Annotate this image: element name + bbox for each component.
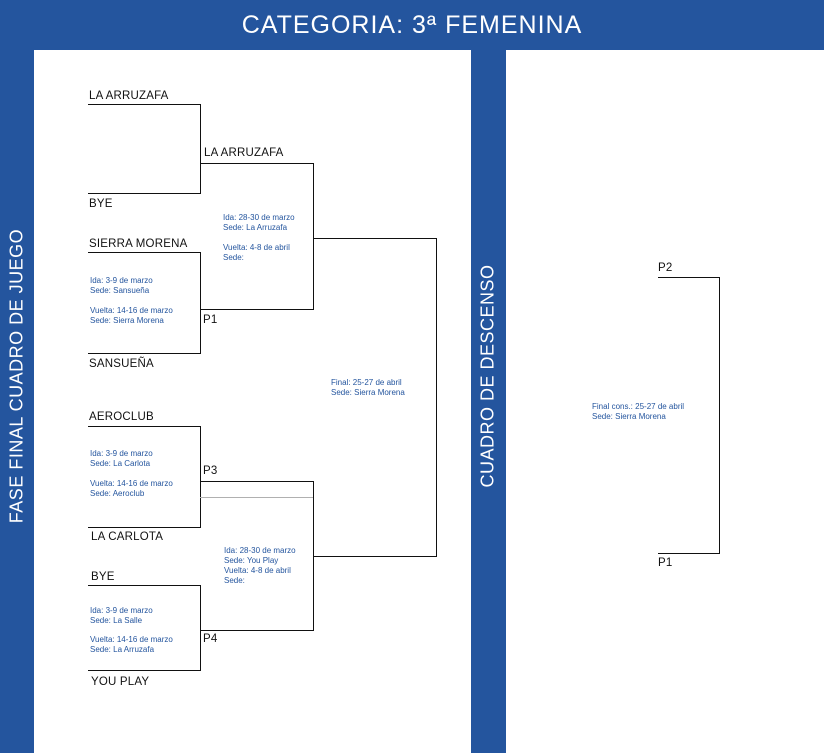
- match-date: Ida: 3-9 de marzo: [90, 449, 153, 458]
- match-venue: Sede: La Arruzafa: [223, 223, 288, 232]
- team-label: YOU PLAY: [91, 676, 150, 688]
- match-venue: Sede: La Carlota: [90, 459, 151, 468]
- match-info: [90, 606, 173, 655]
- match-date: Final cons.: 25-27 de abril: [592, 402, 685, 411]
- bracket-line: [88, 585, 201, 586]
- match-date: Vuelta: 4-8 de abril: [223, 243, 290, 252]
- bracket-line: [88, 252, 201, 253]
- team-label: P1: [658, 557, 673, 569]
- bracket-line: [88, 527, 201, 528]
- team-label: P2: [658, 262, 673, 274]
- bracket-line: [200, 252, 201, 354]
- match-venue: Sede: La Arruzafa: [90, 645, 155, 654]
- bracket-line: [658, 277, 720, 278]
- bracket-line: [313, 163, 314, 310]
- match-venue: Sede: Aeroclub: [90, 489, 145, 498]
- match-date: Ida: 28-30 de marzo: [223, 213, 295, 222]
- bracket-line: [200, 309, 314, 310]
- match-date: Ida: 3-9 de marzo: [90, 606, 153, 615]
- team-label: P3: [203, 465, 218, 477]
- bracket-line: [200, 163, 314, 164]
- match-venue: Sede: You Play: [224, 556, 279, 565]
- match-date: Final: 25-27 de abril: [331, 378, 402, 387]
- team-label: P4: [203, 633, 218, 645]
- match-venue: Sede: Sansueña: [90, 286, 150, 295]
- match-venue: Sede: Sierra Morena: [90, 316, 164, 325]
- bracket-line: [200, 104, 201, 194]
- left-side-label: FASE FINAL CUADRO DE JUEGO: [6, 228, 27, 524]
- bracket-line: [88, 104, 201, 105]
- middle-side-label: CUADRO DE DESCENSO: [477, 264, 498, 488]
- bracket-line: [313, 238, 437, 239]
- bracket-line: [88, 193, 201, 194]
- team-label: AEROCLUB: [89, 411, 154, 423]
- match-info: [224, 546, 296, 586]
- match-venue: Sede: Sierra Morena: [592, 412, 666, 421]
- match-venue: Sede:: [224, 576, 245, 585]
- bracket-line: [88, 353, 201, 354]
- bracket-line: [200, 630, 314, 631]
- team-label: LA ARRUZAFA: [204, 147, 284, 159]
- bracket-line: [313, 556, 437, 557]
- descenso-final-info: [592, 402, 684, 422]
- final-info: [331, 378, 405, 398]
- bracket-line: [200, 481, 314, 482]
- team-label: SANSUEÑA: [89, 358, 154, 370]
- match-date: Ida: 28-30 de marzo: [224, 546, 296, 555]
- bracket-line: [436, 238, 437, 557]
- match-date: Vuelta: 14-16 de marzo: [90, 306, 173, 315]
- bracket-line: [88, 426, 201, 427]
- team-label: LA CARLOTA: [91, 531, 164, 543]
- team-label: BYE: [91, 571, 115, 583]
- match-date: Ida: 3-9 de marzo: [90, 276, 153, 285]
- team-label: SIERRA MORENA: [89, 238, 188, 250]
- bracket-line: [658, 553, 720, 554]
- bracket-line: [200, 497, 314, 498]
- match-info: [223, 213, 295, 263]
- match-info: [90, 449, 173, 499]
- team-label: P1: [203, 314, 218, 326]
- bracket-line: [200, 426, 201, 528]
- match-venue: Sede: Sierra Morena: [331, 388, 405, 397]
- match-venue: Sede: La Salle: [90, 616, 143, 625]
- match-date: Vuelta: 14-16 de marzo: [90, 635, 173, 644]
- match-date: Vuelta: 4-8 de abril: [224, 566, 291, 575]
- page-title: CATEGORIA: 3ª FEMENINA: [241, 11, 583, 39]
- match-venue: Sede:: [223, 253, 244, 262]
- team-label: BYE: [89, 198, 113, 210]
- bracket-line: [88, 670, 201, 671]
- match-info: [90, 276, 173, 326]
- bracket-line: [719, 277, 720, 554]
- team-label: LA ARRUZAFA: [89, 90, 169, 102]
- match-date: Vuelta: 14-16 de marzo: [90, 479, 173, 488]
- bracket-line: [200, 585, 201, 671]
